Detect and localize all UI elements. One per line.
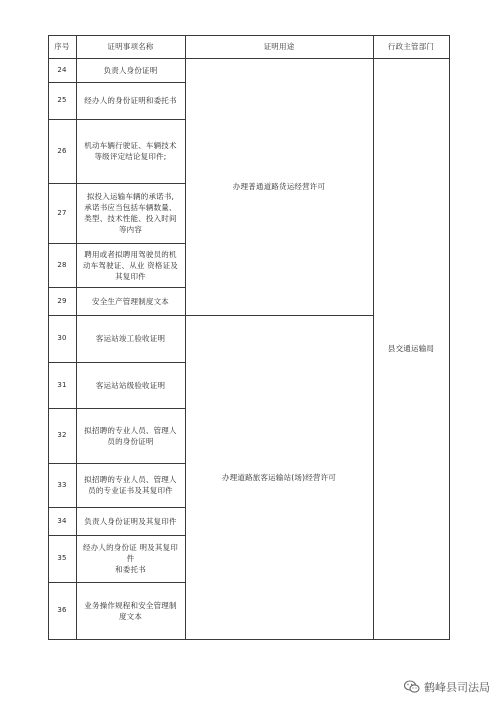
- row-number: 24: [57, 65, 67, 74]
- row-item-name: 机动车辆行驶证、车辆技术 等级评定结论复印件;: [84, 141, 177, 161]
- use-group-freight: 办理普通道路货运经营许可: [232, 182, 326, 191]
- row-number: 31: [57, 380, 67, 389]
- department-cell: 县交通运输局: [387, 344, 435, 353]
- row-item-name: 客运站竣工验收证明: [95, 334, 166, 343]
- row-number: 29: [57, 296, 67, 305]
- row-number: 36: [57, 606, 67, 614]
- row-item-name: 拟招聘的专业人员、管理人 员的身份证明: [84, 425, 177, 446]
- row-item-name: 安全生产管理制度文本: [92, 296, 169, 306]
- row-item-name: 负责人身份证明: [103, 65, 158, 75]
- header-col-dept: 行政主管部门: [387, 42, 435, 51]
- use-group-passenger-station: 办理道路旅客运输站(场)经营许可: [221, 472, 337, 482]
- row-number: 27: [57, 208, 67, 217]
- row-number: 34: [57, 516, 67, 525]
- row-item-name: 拟招聘的专业人员、管理人 员的专业证书及其复印件: [84, 475, 177, 495]
- row-item-name: 业务操作规程和安全管理制 度文本: [84, 600, 177, 621]
- wechat-icon: [404, 680, 420, 694]
- watermark: [404, 679, 490, 695]
- row-number: 25: [57, 96, 67, 104]
- column-border-4: [449, 35, 450, 640]
- row-number: 26: [57, 146, 67, 155]
- row-number: 33: [57, 480, 67, 489]
- row-item-name: 经办人的身份证明和委托书: [84, 96, 177, 105]
- row-item-name: 经办人的身份证 明及其复印件 和委托书: [83, 543, 178, 574]
- watermark-text: 鹤峰县司法局: [424, 681, 490, 694]
- header-col-use: 证明用途: [263, 42, 295, 51]
- row-number: 32: [57, 431, 67, 439]
- row-item-name: 拟投入运输车辆的承诺书, 承诺书应当包括车辆数量、 类型、技术性能、投入时间 等内容: [84, 192, 177, 234]
- header-col-no: 序号: [54, 42, 70, 51]
- row-number: 28: [57, 260, 67, 269]
- row-number: 35: [57, 554, 67, 562]
- header-col-item: 证明事项名称: [107, 42, 154, 51]
- row-item-name: 聘用或者拟聘用驾驶员的机 动车驾驶证、从业 资格证及 其复印件: [83, 249, 178, 281]
- row-number: 30: [57, 334, 67, 342]
- row-item-name: 客运站站级验收证明: [95, 380, 166, 390]
- table-bottom-border: [48, 639, 450, 640]
- row-item-name: 负责人身份证明及其复印件: [84, 516, 177, 526]
